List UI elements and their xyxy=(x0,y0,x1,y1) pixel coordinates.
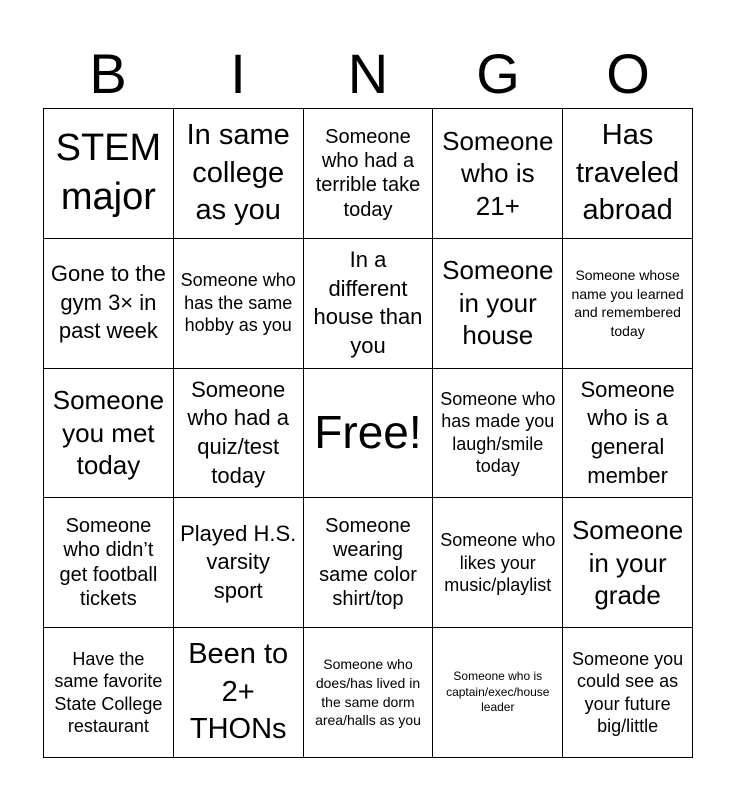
cell-text: In same college as you xyxy=(186,118,290,227)
cell-text: Someone who likes your music/playlist xyxy=(440,530,556,596)
cell-text: Someone whose name you learned and remembered today xyxy=(571,266,684,339)
bingo-cell-r3-c4[interactable] xyxy=(433,369,563,499)
bingo-cell-r2-c1[interactable] xyxy=(44,239,174,369)
cell-text: Someone who had a quiz/test today xyxy=(187,376,289,488)
bingo-cell-r5-c4[interactable] xyxy=(433,628,563,758)
cell-text: Someone who is 21+ xyxy=(442,125,554,221)
bingo-cell-r4-c4[interactable] xyxy=(433,498,563,628)
cell-text: Been to 2+ THONs xyxy=(188,638,289,746)
bingo-board xyxy=(43,108,693,758)
cell-text: Free! xyxy=(314,406,422,459)
bingo-cell-r1-c2[interactable] xyxy=(174,109,304,239)
bingo-cell-r4-c3[interactable] xyxy=(304,498,434,628)
cell-text: Someone you could see as your future big/little xyxy=(572,648,684,737)
bingo-cell-r3-c1[interactable] xyxy=(44,369,174,499)
cell-text: Someone who had a terrible take today xyxy=(315,125,421,221)
cell-text: Someone in your house xyxy=(442,255,554,351)
cell-text: Someone who is captain/exec/house leader xyxy=(446,669,550,715)
header-letter-b: B xyxy=(89,42,127,105)
cell-text: Played H.S. varsity sport xyxy=(180,520,297,604)
bingo-cell-free[interactable] xyxy=(304,369,434,499)
bingo-cell-r5-c1[interactable] xyxy=(44,628,174,758)
cell-text: Gone to the gym 3× in past week xyxy=(50,261,166,344)
cell-text: Someone who has the same hobby as you xyxy=(180,270,296,336)
bingo-cell-r5-c2[interactable] xyxy=(174,628,304,758)
cell-text: In a different house than you xyxy=(313,247,423,358)
bingo-cell-r5-c3[interactable] xyxy=(304,628,434,758)
cell-text: Someone who is a general member xyxy=(580,376,675,488)
cell-text: Someone who does/has lived in the same dorm area/halls as you xyxy=(315,656,421,729)
bingo-cell-r1-c3[interactable] xyxy=(304,109,434,239)
header-letter-n: N xyxy=(347,42,389,105)
bingo-cell-r5-c5[interactable] xyxy=(563,628,693,758)
bingo-cell-r3-c2[interactable] xyxy=(174,369,304,499)
bingo-cell-r1-c5[interactable] xyxy=(563,109,693,239)
header-letter-o: O xyxy=(606,42,650,105)
cell-text: Someone who didn’t get football tickets xyxy=(59,515,158,611)
bingo-cell-r1-c4[interactable] xyxy=(433,109,563,239)
header-letter-i: I xyxy=(230,42,246,105)
cell-text: Someone who has made you laugh/smile today xyxy=(440,388,556,477)
bingo-header xyxy=(43,40,693,108)
bingo-cell-r4-c5[interactable] xyxy=(563,498,693,628)
bingo-cell-r2-c5[interactable] xyxy=(563,239,693,369)
cell-text: Someone you met today xyxy=(52,385,165,481)
bingo-cell-r4-c2[interactable] xyxy=(174,498,304,628)
bingo-cell-r2-c4[interactable] xyxy=(433,239,563,369)
cell-text: Someone wearing same color shirt/top xyxy=(319,515,417,611)
cell-text: Have the same favorite State College restaurant xyxy=(54,648,163,737)
bingo-cell-r1-c1[interactable] xyxy=(44,109,174,239)
cell-text: Someone in your grade xyxy=(571,515,684,611)
bingo-cell-r2-c3[interactable] xyxy=(304,239,434,369)
bingo-cell-r2-c2[interactable] xyxy=(174,239,304,369)
cell-text: Has traveled abroad xyxy=(576,118,680,227)
cell-text: STEM major xyxy=(55,127,162,219)
bingo-cell-r4-c1[interactable] xyxy=(44,498,174,628)
bingo-cell-r3-c5[interactable] xyxy=(563,369,693,499)
header-letter-g: G xyxy=(476,42,520,105)
